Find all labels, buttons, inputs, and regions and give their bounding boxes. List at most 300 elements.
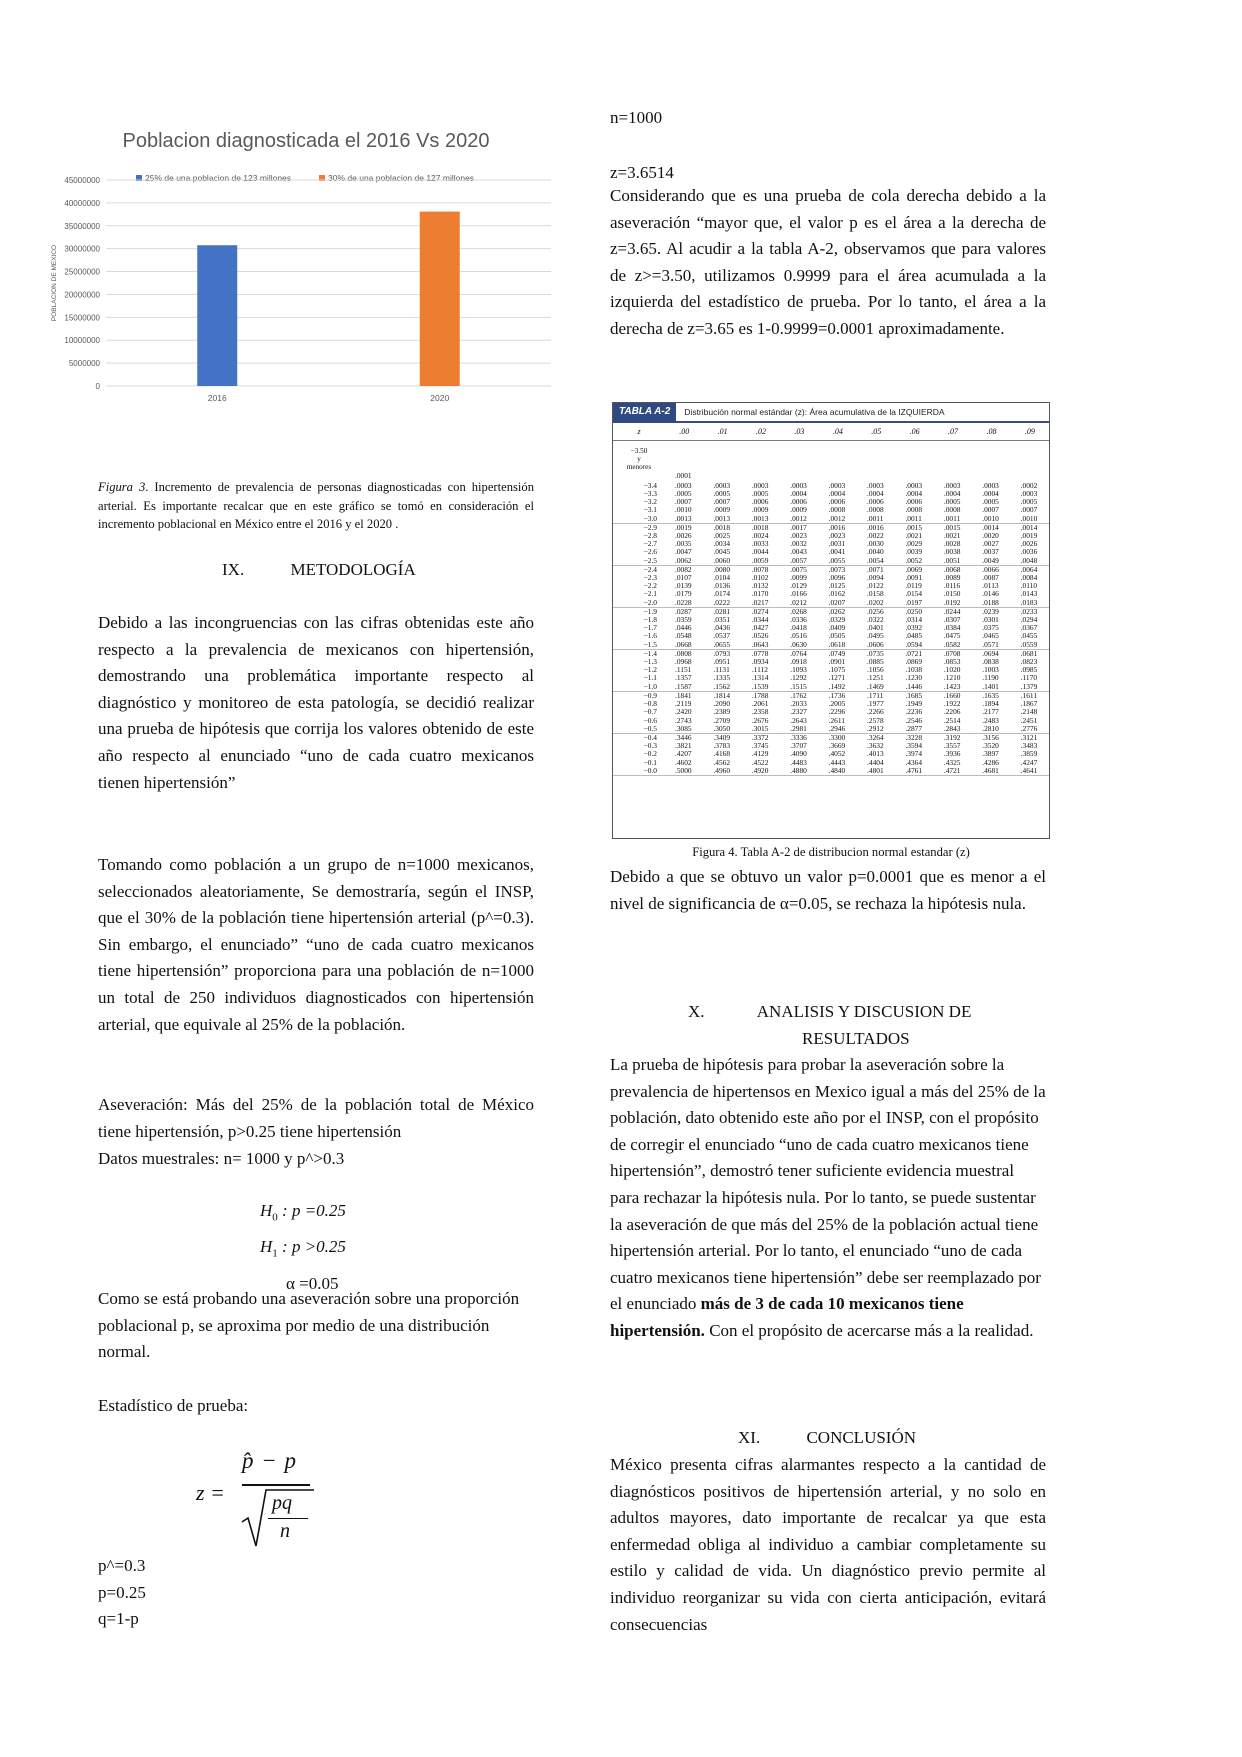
table-cell: .2420 (675, 707, 692, 717)
table-cell: .1922 (943, 699, 961, 709)
table-cell: .4641 (1020, 765, 1038, 775)
table-cell: .0367 (1020, 623, 1038, 633)
table-cell: .0016 (867, 522, 884, 532)
table-cell: −2.9 (643, 522, 657, 532)
table-cell: .0030 (867, 539, 884, 549)
y-tick-label: 20000000 (64, 290, 100, 300)
table-cell: .1736 (828, 690, 846, 700)
table-cell: .4052 (828, 749, 846, 759)
table-cell: .0003 (943, 480, 961, 490)
bar-chart (46, 122, 566, 462)
table-cell: .1251 (867, 673, 884, 683)
table-cell: .0808 (675, 648, 692, 658)
table-cell: .2033 (790, 699, 807, 709)
table-cell: .0012 (828, 513, 846, 523)
table-cell: .0119 (905, 581, 922, 591)
z-formula (196, 1440, 316, 1550)
table-cell: .3372 (751, 732, 769, 742)
table-cell: .2946 (828, 723, 846, 733)
table-cell: .0099 (790, 573, 807, 583)
table-cell: .0064 (1020, 564, 1038, 574)
table-cell: .0485 (905, 631, 923, 641)
table-cell: .0202 (867, 597, 884, 607)
table-cell: .1190 (982, 673, 999, 683)
table-cell: .4562 (713, 757, 731, 767)
results-paragraph-1: Considerando que es una prueba de cola derecha debido a la aseveración “mayor que, el valor p es el área a la derecha de z=3.65. Al acudir a la tabla A-2, observamos que para valores de z>=3.50, utilizamos 0.9999 para el área acumulada a la izquierda del estadístico de prueba. Por lo tanto, el área a la derecha de z=3.65 es 1-0.9999=0.0001 aproximadamente. (610, 186, 1046, 338)
table-cell: .0055 (828, 555, 846, 565)
table-cell: .0418 (790, 623, 807, 633)
table-cell: .0192 (943, 597, 961, 607)
table-cell: .0017 (790, 522, 807, 532)
table-cell: .0495 (867, 631, 884, 641)
table-cell: .0084 (1020, 573, 1038, 583)
table-cell: .0721 (905, 648, 923, 658)
table-cell: .2389 (713, 707, 731, 717)
table-cell: .0005 (1020, 497, 1038, 507)
table-cell: .2236 (905, 707, 923, 717)
table-cell: .0465 (982, 631, 999, 641)
table-cell: −0.1 (643, 757, 657, 767)
table-cell: .2005 (828, 699, 846, 709)
table-cell: −1.3 (643, 657, 657, 667)
table-cell: .2451 (1020, 715, 1038, 725)
table-cell: .0008 (905, 505, 923, 515)
section-10-title-a: ANALISIS Y DISCUSION DE (756, 1002, 972, 1021)
table-cell: .0322 (867, 615, 884, 625)
results-paragraph-2: Debido a que se obtuvo un valor p=0.0001 que es menor a el nivel de significancia de α=0.05, se rechaza la hipótesis nula. (610, 867, 1046, 913)
table-cell: .0003 (982, 480, 999, 490)
z-value: z=3.6514 (610, 163, 674, 182)
table-cell: −0.0 (643, 765, 657, 775)
discussion-paragraph: La prueba de hipótesis para probar la aseveración sobre la prevalencia de hipertensos en Mexico igual a más del 25% de la población, dato obtenido este año por el INSP, con el propósito de corregir el enunciado “uno de cada cuatro mexicanos tiene hipertensión”, demostró tener suficiente evidencia muestral para rechazar la hipótesis nula. Por lo tanto, se puede sustentar la aseveración de que más del 25% de la población actual tiene hipertensión arterial. Por lo tanto, el enunciado “uno de cada cuatro mexicanos tiene hipertensión” debe ser reemplazado por el enunciado más de 3 de cada 10 mexicanos tiene hipertensión. Con el propósito de acercarse más a la realidad. (610, 1055, 1046, 1340)
table-cell: .0401 (867, 623, 884, 633)
table-cell: .0016 (828, 522, 846, 532)
variable-list (98, 1553, 534, 1633)
table-cell: .0066 (982, 564, 999, 574)
table-cell: .2877 (905, 723, 923, 733)
table-cell: .3015 (751, 723, 769, 733)
table-cell: .0281 (713, 606, 731, 616)
table-cell: .0023 (828, 531, 846, 541)
table-cell: .2514 (943, 715, 961, 725)
table-cell: .0668 (675, 639, 692, 649)
variable-q: q=1-p (98, 1609, 139, 1629)
legend-item-2020: 30% de una poblacion de 127 millones (319, 173, 474, 183)
table-cell: .1762 (790, 690, 807, 700)
table-cell: .0409 (828, 623, 846, 633)
table-cell: .2676 (751, 715, 769, 725)
table-cell: .0268 (790, 606, 807, 616)
table-cell: .0010 (982, 513, 999, 523)
table-cell: .0026 (1020, 539, 1038, 549)
table-cell: .3707 (790, 741, 807, 751)
table-cell: .0143 (1020, 589, 1038, 599)
table-cell: .1379 (1020, 681, 1038, 691)
table-cell: .0019 (1020, 531, 1038, 541)
table-cell: .0630 (790, 639, 807, 649)
table-cell: .2578 (867, 715, 884, 725)
table-cell: .1635 (982, 690, 999, 700)
table-cell: .3085 (675, 723, 692, 733)
table-cell: .0018 (751, 522, 769, 532)
table-cell: .0026 (675, 531, 692, 541)
table-cell: −2.4 (643, 564, 657, 574)
bar-2016 (197, 245, 237, 386)
table-cell: .2643 (790, 715, 807, 725)
table-cell: −0.6 (643, 715, 657, 725)
section-11-heading (738, 1425, 916, 1452)
table-cell: .0005 (751, 489, 769, 499)
table-cell: −3.1 (643, 505, 657, 515)
table-cell: .0039 (905, 547, 923, 557)
table-cell: .0006 (751, 497, 769, 507)
table-cell: .0013 (675, 513, 692, 523)
table-cell: .0014 (1020, 522, 1038, 532)
test-statistic-label: Estadístico de prueba: (98, 1396, 249, 1415)
table-cell: .0505 (828, 631, 846, 641)
table-col-header: .01 (717, 427, 728, 436)
table-cell: .0031 (828, 539, 846, 549)
table-cell: .0006 (828, 497, 846, 507)
table-cell: .0427 (751, 623, 769, 633)
table-cell: .0250 (905, 606, 923, 616)
table-cell: .2177 (982, 707, 999, 717)
table-cell: .0764 (790, 648, 807, 658)
table-cell: .0057 (790, 555, 807, 565)
table-cell: .1977 (867, 699, 884, 709)
table-cell: −3.4 (643, 480, 657, 490)
table-cell: .0052 (905, 555, 923, 565)
table-cell: .0336 (790, 615, 807, 625)
table-cell: .0004 (867, 489, 884, 499)
table-cell: .1003 (982, 665, 999, 675)
table-cell: .2061 (751, 699, 769, 709)
table-cell: .4325 (943, 757, 961, 767)
table-cell: −2.7 (643, 539, 657, 549)
table-cell: .0392 (905, 623, 923, 633)
table-cell: −0.8 (643, 699, 657, 709)
table-cell: .0009 (751, 505, 769, 515)
table-cell: .0003 (828, 480, 846, 490)
table-cell: .3936 (943, 749, 961, 759)
table-cell: .4168 (713, 749, 731, 759)
table-cell: .4721 (943, 765, 961, 775)
table-cell: .0003 (713, 480, 731, 490)
table-cell: .0051 (943, 555, 961, 565)
table-cell: .0212 (790, 597, 807, 607)
table-cell: .0475 (943, 631, 961, 641)
table-cell: .0351 (713, 615, 731, 625)
table-cell: .1814 (713, 690, 731, 700)
table-cell: .0122 (867, 581, 884, 591)
table-cell: .0010 (675, 505, 692, 515)
table-cell: .0314 (905, 615, 923, 625)
table-cell: .0436 (713, 623, 731, 633)
table-cell: .0037 (982, 547, 999, 557)
table-cell: .0594 (905, 639, 923, 649)
table-cell: .0005 (713, 489, 731, 499)
table-cell: .0049 (982, 555, 999, 565)
table-cell: .0735 (867, 648, 884, 658)
table-cell: .1867 (1020, 699, 1038, 709)
table-cell: .0104 (713, 573, 731, 583)
table-cell: .0793 (713, 648, 731, 658)
table-cell: .0228 (675, 597, 692, 607)
table-badge: TABLA A-2 (613, 402, 676, 422)
table-cell: .0068 (943, 564, 961, 574)
table-cell: .0344 (751, 615, 769, 625)
table-first-row (613, 441, 1049, 482)
null-hypothesis: $H_0$ : p =0.25 (260, 1201, 346, 1224)
figure-3-text: . Incremento de prevalencia de personas diagnosticadas con hipertensión arterial. Es importante recalcar que en este gráfico se tomó en consideración el incremento poblacional en México entre el 2016 y el 2020 . (98, 480, 534, 532)
table-cell: .4090 (790, 749, 807, 759)
table-cell: .1711 (867, 690, 884, 700)
table-cell: .2148 (1020, 707, 1038, 717)
table-cell: .0125 (828, 581, 846, 591)
table-cell: .4129 (751, 749, 769, 759)
table-cell: .0089 (943, 573, 961, 583)
table-cell: .0028 (943, 539, 961, 549)
table-cell: .0029 (905, 539, 923, 549)
hypotheses (260, 1196, 400, 1298)
table-cell: .0107 (675, 573, 692, 583)
table-cell: .4761 (905, 765, 923, 775)
table-cell: .0003 (867, 480, 884, 490)
table-cell: −2.6 (643, 547, 657, 557)
table-cell: .4404 (867, 757, 884, 767)
table-cell: .3336 (790, 732, 807, 742)
table-cell: .3557 (943, 741, 961, 751)
table-cell: .3264 (867, 732, 884, 742)
table-cell: .1357 (675, 673, 692, 683)
table-cell: .0078 (751, 564, 769, 574)
table-cell: .4013 (867, 749, 884, 759)
table-cell: −1.5 (643, 639, 657, 649)
table-cell: .0359 (675, 615, 692, 625)
table-cell: .0618 (828, 639, 846, 649)
table-cell: .1335 (713, 673, 731, 683)
table-cell: .0034 (713, 539, 731, 549)
table-cell: −1.1 (643, 673, 657, 683)
table-cell: .1151 (675, 665, 692, 675)
section-9-heading (222, 557, 416, 584)
section-10-number: X. (688, 1002, 705, 1021)
table-cell: .0526 (751, 631, 769, 641)
table-cell: .4522 (751, 757, 769, 767)
section-10-heading (688, 999, 971, 1026)
table-cell: .1949 (905, 699, 923, 709)
section-9-title: METODOLOGÍA (290, 560, 416, 579)
table-cell: .0582 (943, 639, 961, 649)
table-cell: .3192 (943, 732, 961, 742)
table-cell: .1093 (790, 665, 807, 675)
table-cell: .0006 (867, 497, 884, 507)
table-cell: .1469 (867, 681, 884, 691)
table-cell: .2483 (982, 715, 999, 725)
table-cell: .0129 (790, 581, 807, 591)
table-cell: .0146 (982, 589, 999, 599)
table-cell: −1.8 (643, 615, 657, 625)
table-header (613, 403, 1049, 423)
table-cell: .0082 (675, 564, 692, 574)
table-cell: .0003 (1020, 489, 1038, 499)
table-cell: .0643 (751, 639, 769, 649)
table-cell: .0606 (867, 639, 884, 649)
section-10-title-b: RESULTADOS (802, 1029, 910, 1048)
table-cell: −3.3 (643, 489, 657, 499)
table-cell: .2206 (943, 707, 961, 717)
table-cell: .1075 (828, 665, 846, 675)
table-cell: −2.8 (643, 531, 657, 541)
table-cell: .3859 (1020, 749, 1038, 759)
table-cell: .4364 (905, 757, 923, 767)
section-9-number: IX. (222, 560, 245, 579)
table-cell: .2843 (943, 723, 961, 733)
table-cell: .3483 (1020, 741, 1038, 751)
table-col-header: .08 (986, 427, 997, 436)
table-cell: .0038 (943, 547, 961, 557)
table-cell: .3300 (828, 732, 846, 742)
y-tick-label: 0 (95, 382, 100, 391)
table-cell: .0010 (1020, 513, 1038, 523)
table-col-header: .06 (909, 427, 920, 436)
x-tick-label: 2020 (430, 393, 450, 403)
table-cell: .0307 (943, 615, 961, 625)
table-cell: .2810 (982, 723, 999, 733)
table-cell: .0006 (905, 497, 923, 507)
table-cell: −0.2 (643, 749, 657, 759)
y-tick-label: 25000000 (64, 267, 100, 277)
table-cell: .0217 (751, 597, 769, 607)
table-cell: .0087 (982, 573, 999, 583)
table-cell: .3520 (982, 741, 999, 751)
first-row-value: .0001 (675, 470, 692, 480)
table-cell: .0013 (751, 513, 769, 523)
table-cell: .0008 (943, 505, 961, 515)
table-cell: .1038 (905, 665, 923, 675)
table-cell: .0080 (713, 564, 731, 574)
table-cell: .2090 (713, 699, 731, 709)
figure-4-caption: Figura 4. Tabla A-2 de distribucion normal estandar (z) (692, 845, 970, 859)
table-cell: .0004 (943, 489, 961, 499)
table-cell: .0004 (790, 489, 807, 499)
table-cell: .0150 (943, 589, 961, 599)
variable-p: p=0.25 (98, 1582, 146, 1602)
table-cell: .0170 (751, 589, 769, 599)
table-cell: .0094 (867, 573, 884, 583)
chart-title: Poblacion diagnosticada el 2016 Vs 2020 (122, 130, 490, 152)
table-cell: .3050 (713, 723, 731, 733)
table-cell: .0005 (675, 489, 692, 499)
y-tick-label: 30000000 (64, 244, 100, 254)
table-cell: .3783 (713, 741, 731, 751)
table-cell: .2981 (790, 723, 807, 733)
table-cell: .0021 (943, 531, 961, 541)
table-cell: .0233 (1020, 606, 1038, 616)
table-cell: .0749 (828, 648, 846, 658)
table-cell: .0918 (790, 657, 807, 667)
table-cell: .0838 (982, 657, 999, 667)
table-cell: .0062 (675, 555, 692, 565)
table-cell: .2776 (1020, 723, 1038, 733)
table-cell: .0166 (790, 589, 807, 599)
table-cell: .0102 (751, 573, 769, 583)
table-cell: .2611 (828, 715, 845, 725)
table-cell: −0.7 (643, 707, 657, 717)
table-cell: .0985 (1020, 665, 1038, 675)
bar-2020 (420, 212, 460, 386)
table-cell: .3409 (713, 732, 731, 742)
n-value: n=1000 (610, 108, 663, 127)
table-cell: .0007 (713, 497, 731, 507)
table-cell: .4880 (790, 765, 807, 775)
table-cell: .0005 (982, 497, 999, 507)
table-cell: .2119 (675, 699, 692, 709)
table-cell: .0537 (713, 631, 731, 641)
table-cell: .1611 (1020, 690, 1038, 700)
table-cell: .0019 (675, 522, 692, 532)
table-cell: .0708 (943, 648, 961, 658)
table-cell: .0188 (982, 597, 999, 607)
table-cell: .0091 (905, 573, 923, 583)
significance-level: α =0.05 (286, 1273, 339, 1293)
table-cell: .3669 (828, 741, 846, 751)
table-cell: .0853 (943, 657, 961, 667)
table-cell: .0048 (1020, 555, 1038, 565)
table-cell: .1210 (943, 673, 961, 683)
y-tick-label: 45000000 (64, 176, 100, 185)
table-cell: .1587 (675, 681, 692, 691)
table-cell: .0869 (905, 657, 923, 667)
alt-hypothesis: $H_1$ : p >0.25 (260, 1237, 346, 1260)
table-col-header: .04 (832, 427, 843, 436)
table-cell: .2327 (790, 707, 807, 717)
table-cell: .0183 (1020, 597, 1038, 607)
table-cell: −2.0 (643, 597, 657, 607)
table-cell: .0256 (867, 606, 884, 616)
table-cell: .4920 (751, 765, 769, 775)
table-cell: .0003 (905, 480, 923, 490)
table-cell: .1894 (982, 699, 999, 709)
table-cell: .0004 (828, 489, 846, 499)
table-cell: .4681 (982, 765, 999, 775)
table-col-header: .05 (871, 427, 882, 436)
table-cell: .3446 (675, 732, 692, 742)
table-cell: .0015 (943, 522, 961, 532)
table-cell: .1423 (943, 681, 961, 691)
table-cell: −2.2 (643, 581, 657, 591)
table-cell: .0655 (713, 639, 731, 649)
y-tick-label: 10000000 (64, 336, 100, 346)
table-cell: .0041 (828, 547, 846, 557)
table-cell: .0113 (982, 581, 999, 591)
table-cell: .0008 (828, 505, 846, 515)
table-cell: .0011 (943, 513, 961, 523)
table-cell: .0040 (867, 547, 884, 557)
table-cell: .0004 (905, 489, 923, 499)
table-cell: .0003 (751, 480, 769, 490)
table-cell: .0179 (675, 589, 692, 599)
table-cell: .1020 (943, 665, 961, 675)
table-cell: .0009 (790, 505, 807, 515)
table-cell: .0158 (867, 589, 884, 599)
table-cell: .0044 (751, 547, 769, 557)
table-cell: .0004 (982, 489, 999, 499)
table-body (613, 482, 1049, 776)
table-cell: .1056 (867, 665, 884, 675)
claim-text: Aseveración: Más del 25% de la población total de México tiene hipertensión, p>0.25 tiene hipertensión (98, 1095, 534, 1141)
table-cell: −2.5 (643, 555, 657, 565)
